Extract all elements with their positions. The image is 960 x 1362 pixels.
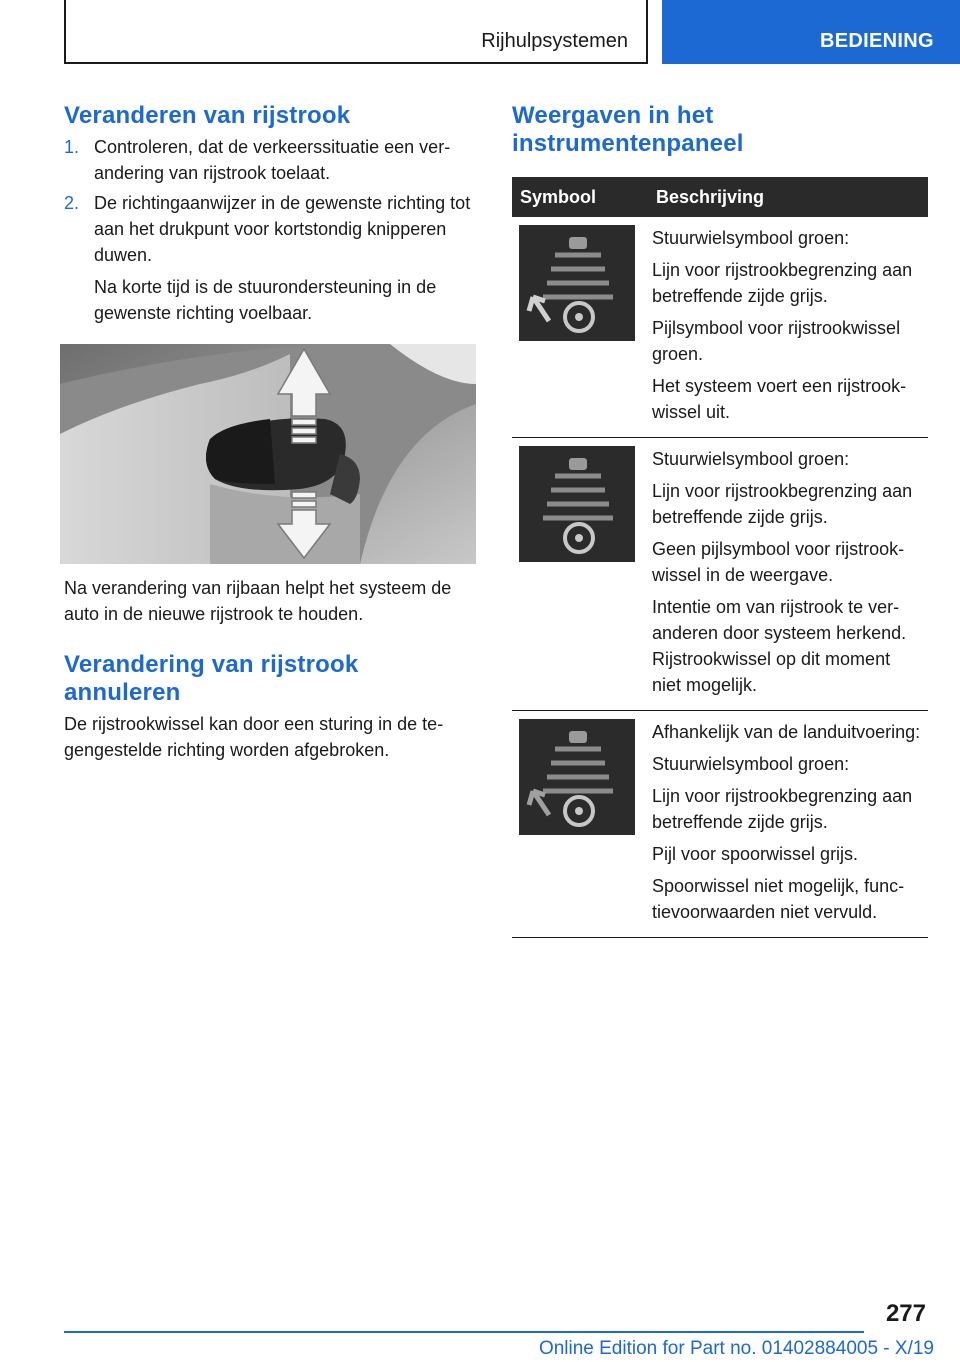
description-line: Lijn voor rijstrookbegrenzing aan betreffende zijde grijs. (652, 260, 913, 306)
step-1 (64, 134, 476, 186)
description-line: Stuurwielsymbool groen: (652, 754, 850, 774)
table-row (512, 217, 928, 438)
after-photo-paragraph: Na verandering van rijbaan helpt het systeem de auto in de nieuwe rijstrook te houden. (64, 578, 452, 624)
description-line: Pijl voor spoorwissel grijs. (652, 844, 859, 864)
symbol-table (512, 177, 928, 938)
heading-lane-change: Veranderen van rijstrook (64, 102, 351, 129)
symbol-cell (512, 217, 644, 438)
edition-footer: Online Edition for Part no. 01402884005 - X/19 (538, 1338, 934, 1359)
step-2 (64, 190, 476, 268)
chapter-tab: BEDIENING (662, 0, 960, 64)
footer-divider (64, 1331, 864, 1333)
table-row (512, 438, 928, 711)
description-cell (644, 438, 928, 711)
lane-change-arrow-icon (519, 225, 635, 341)
after-photo-text-block (64, 575, 476, 763)
step-2-note: Na korte tijd is de stuurondersteuning in de gewenste richting voelbaar. (94, 277, 437, 323)
step-number: 2. (64, 193, 80, 213)
section-title: Rijhulpsystemen (481, 30, 628, 52)
step-text: De richtingaanwijzer in de gewenste richting tot aan het drukpunt voor kortstondig knipperen duwen. (94, 193, 471, 265)
step-number: 1. (64, 137, 80, 157)
description-line: Spoorwissel niet mogelijk, functievoorwaarden niet vervuld. (652, 876, 905, 922)
description-line: Afhankelijk van de landuitvoering: (652, 722, 921, 742)
description-line: Stuurwielsymbool groen: (652, 449, 850, 469)
table-row (512, 711, 928, 938)
turn-signal-stalk-photo (60, 344, 476, 564)
description-cell (644, 711, 928, 938)
lane-keeping-icon (519, 446, 635, 562)
description-line: Pijlsymbool voor rijstrookwissel groen. (652, 318, 901, 364)
header-section-tab (64, 0, 648, 64)
left-column (64, 102, 476, 326)
description-line: Het systeem voert een rijstrookwissel uit. (652, 376, 907, 422)
symbol-cell (512, 711, 644, 938)
description-line: Lijn voor rijstrookbegrenzing aan betreffende zijde grijs. (652, 481, 913, 527)
heading-cancel-lane-change: Verandering van rijstrook annuleren (64, 651, 359, 706)
symbol-cell (512, 438, 644, 711)
right-column (512, 102, 928, 158)
cancel-paragraph: De rijstrookwissel kan door een sturing in de tegengestelde richting worden afgebroken. (64, 714, 444, 760)
column-header-symbol: Symbool (512, 177, 644, 217)
description-line: Intentie om van rijstrook te veranderen door systeem herkend. Rijstrookwissel op dit moment niet mogelijk. (652, 597, 907, 695)
lane-change-arrow-grey-icon (519, 719, 635, 835)
description-cell (644, 217, 928, 438)
description-line: Lijn voor rijstrookbegrenzing aan betreffende zijde grijs. (652, 786, 913, 832)
description-line: Geen pijlsymbool voor rijstrookwissel in de weergave. (652, 539, 905, 585)
heading-instrument-display: Weergaven in het instrumentenpaneel (512, 102, 744, 157)
page-number: 277 (885, 1300, 926, 1327)
step-text: Controleren, dat de verkeerssituatie een verandering van rijstrook toelaat. (94, 137, 451, 183)
column-header-description: Beschrijving (644, 177, 928, 217)
table-header-row (512, 177, 928, 217)
description-line: Stuurwielsymbool groen: (652, 228, 850, 248)
